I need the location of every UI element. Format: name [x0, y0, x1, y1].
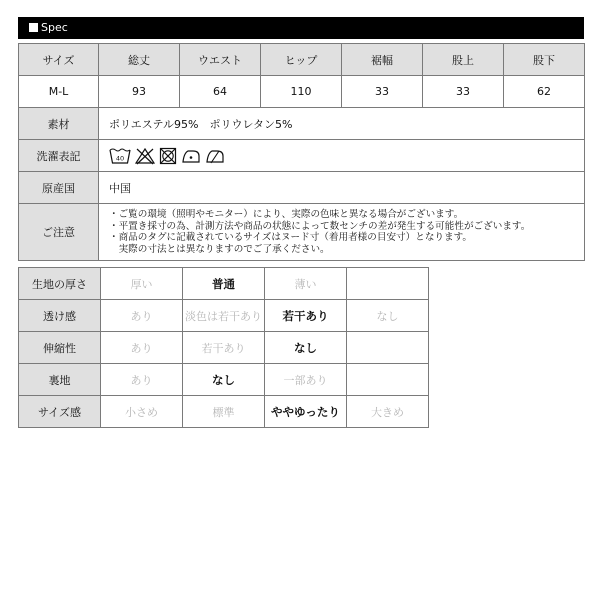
- spec-header-bar: [18, 17, 584, 39]
- spec-header-cell: ウエスト: [180, 44, 261, 76]
- fabric-row-label: 伸縮性: [19, 332, 101, 364]
- dry-clean-icon: [205, 147, 225, 165]
- care-row: [19, 140, 585, 172]
- measurement-cell: 93: [99, 76, 180, 108]
- note-line: ・ご覧の環境（照明やモニター）により、実際の色味と異なる場合がございます。: [109, 209, 464, 220]
- spec-header-title: Spec: [41, 21, 68, 34]
- material-label: 素材: [19, 108, 99, 140]
- spec-header-cell: サイズ: [19, 44, 99, 76]
- fabric-row-label: サイズ感: [19, 396, 101, 428]
- fabric-row-label: 裏地: [19, 364, 101, 396]
- fabric-option: あり: [101, 332, 183, 364]
- fabric-feel-table: [18, 267, 429, 428]
- notes-text: [99, 204, 585, 261]
- no-tumble-dry-icon: [159, 147, 177, 165]
- fabric-option: なし: [347, 300, 429, 332]
- notes-row: [19, 204, 585, 261]
- fabric-option: あり: [101, 364, 183, 396]
- measurement-cell: 33: [423, 76, 504, 108]
- measurement-cell: 62: [504, 76, 585, 108]
- note-line: 実際の寸法とは異なりますのでご了承ください。: [109, 243, 330, 255]
- care-label: 洗濯表記: [19, 140, 99, 172]
- fabric-row-label: 透け感: [19, 300, 101, 332]
- fabric-row: [19, 396, 429, 428]
- origin-label: 原産国: [19, 172, 99, 204]
- care-icons-cell: [99, 140, 585, 172]
- spec-header-cell: 股上: [423, 44, 504, 76]
- note-line: ・平置き採寸の為、計測方法や商品の状態によって数センチの差が発生する可能性がございます。: [109, 220, 531, 232]
- origin-row: [19, 172, 585, 204]
- fabric-row: [19, 364, 429, 396]
- material-row: [19, 108, 585, 140]
- spec-size-row: [19, 76, 585, 108]
- fabric-option: [347, 332, 429, 364]
- fabric-option: 若干あり: [183, 332, 265, 364]
- fabric-row: [19, 300, 429, 332]
- spec-header-cell: ヒップ: [261, 44, 342, 76]
- fabric-option: あり: [101, 300, 183, 332]
- svg-text:40: 40: [115, 154, 125, 162]
- fabric-option: 若干あり: [265, 300, 347, 332]
- fabric-option: 標準: [183, 396, 265, 428]
- fabric-option: [347, 364, 429, 396]
- notes-label: ご注意: [19, 204, 99, 261]
- fabric-option: ややゆったり: [265, 396, 347, 428]
- spec-header-cell: 総丈: [99, 44, 180, 76]
- fabric-option: 淡色は若干あり: [183, 300, 265, 332]
- fabric-option: 厚い: [101, 268, 183, 300]
- fabric-option: 一部あり: [265, 364, 347, 396]
- note-line: ・商品のタグに記載されているサイズはヌード寸（着用者様の目安寸）となります。: [109, 232, 473, 243]
- fabric-option: 小さめ: [101, 396, 183, 428]
- measurement-cell: 33: [342, 76, 423, 108]
- fabric-option: なし: [265, 332, 347, 364]
- spec-header-cell: 裾幅: [342, 44, 423, 76]
- fabric-option: [347, 268, 429, 300]
- fabric-row: [19, 332, 429, 364]
- no-bleach-icon: [135, 147, 155, 165]
- wash-40-icon: [109, 147, 131, 165]
- fabric-row-label: 生地の厚さ: [19, 268, 101, 300]
- fabric-option: 薄い: [265, 268, 347, 300]
- fabric-row: [19, 268, 429, 300]
- measurement-cell: 64: [180, 76, 261, 108]
- fabric-option: なし: [183, 364, 265, 396]
- measurement-cell: 110: [261, 76, 342, 108]
- material-value: ポリエステル95% ポリウレタン5%: [99, 108, 585, 140]
- fabric-option: 普通: [183, 268, 265, 300]
- size-cell: M-L: [19, 76, 99, 108]
- spec-table: [18, 43, 585, 261]
- square-bullet-icon: [29, 23, 38, 32]
- spec-header-row: [19, 44, 585, 76]
- fabric-option: 大きめ: [347, 396, 429, 428]
- origin-value: 中国: [99, 172, 585, 204]
- low-iron-icon: [181, 147, 201, 165]
- spec-header-cell: 股下: [504, 44, 585, 76]
